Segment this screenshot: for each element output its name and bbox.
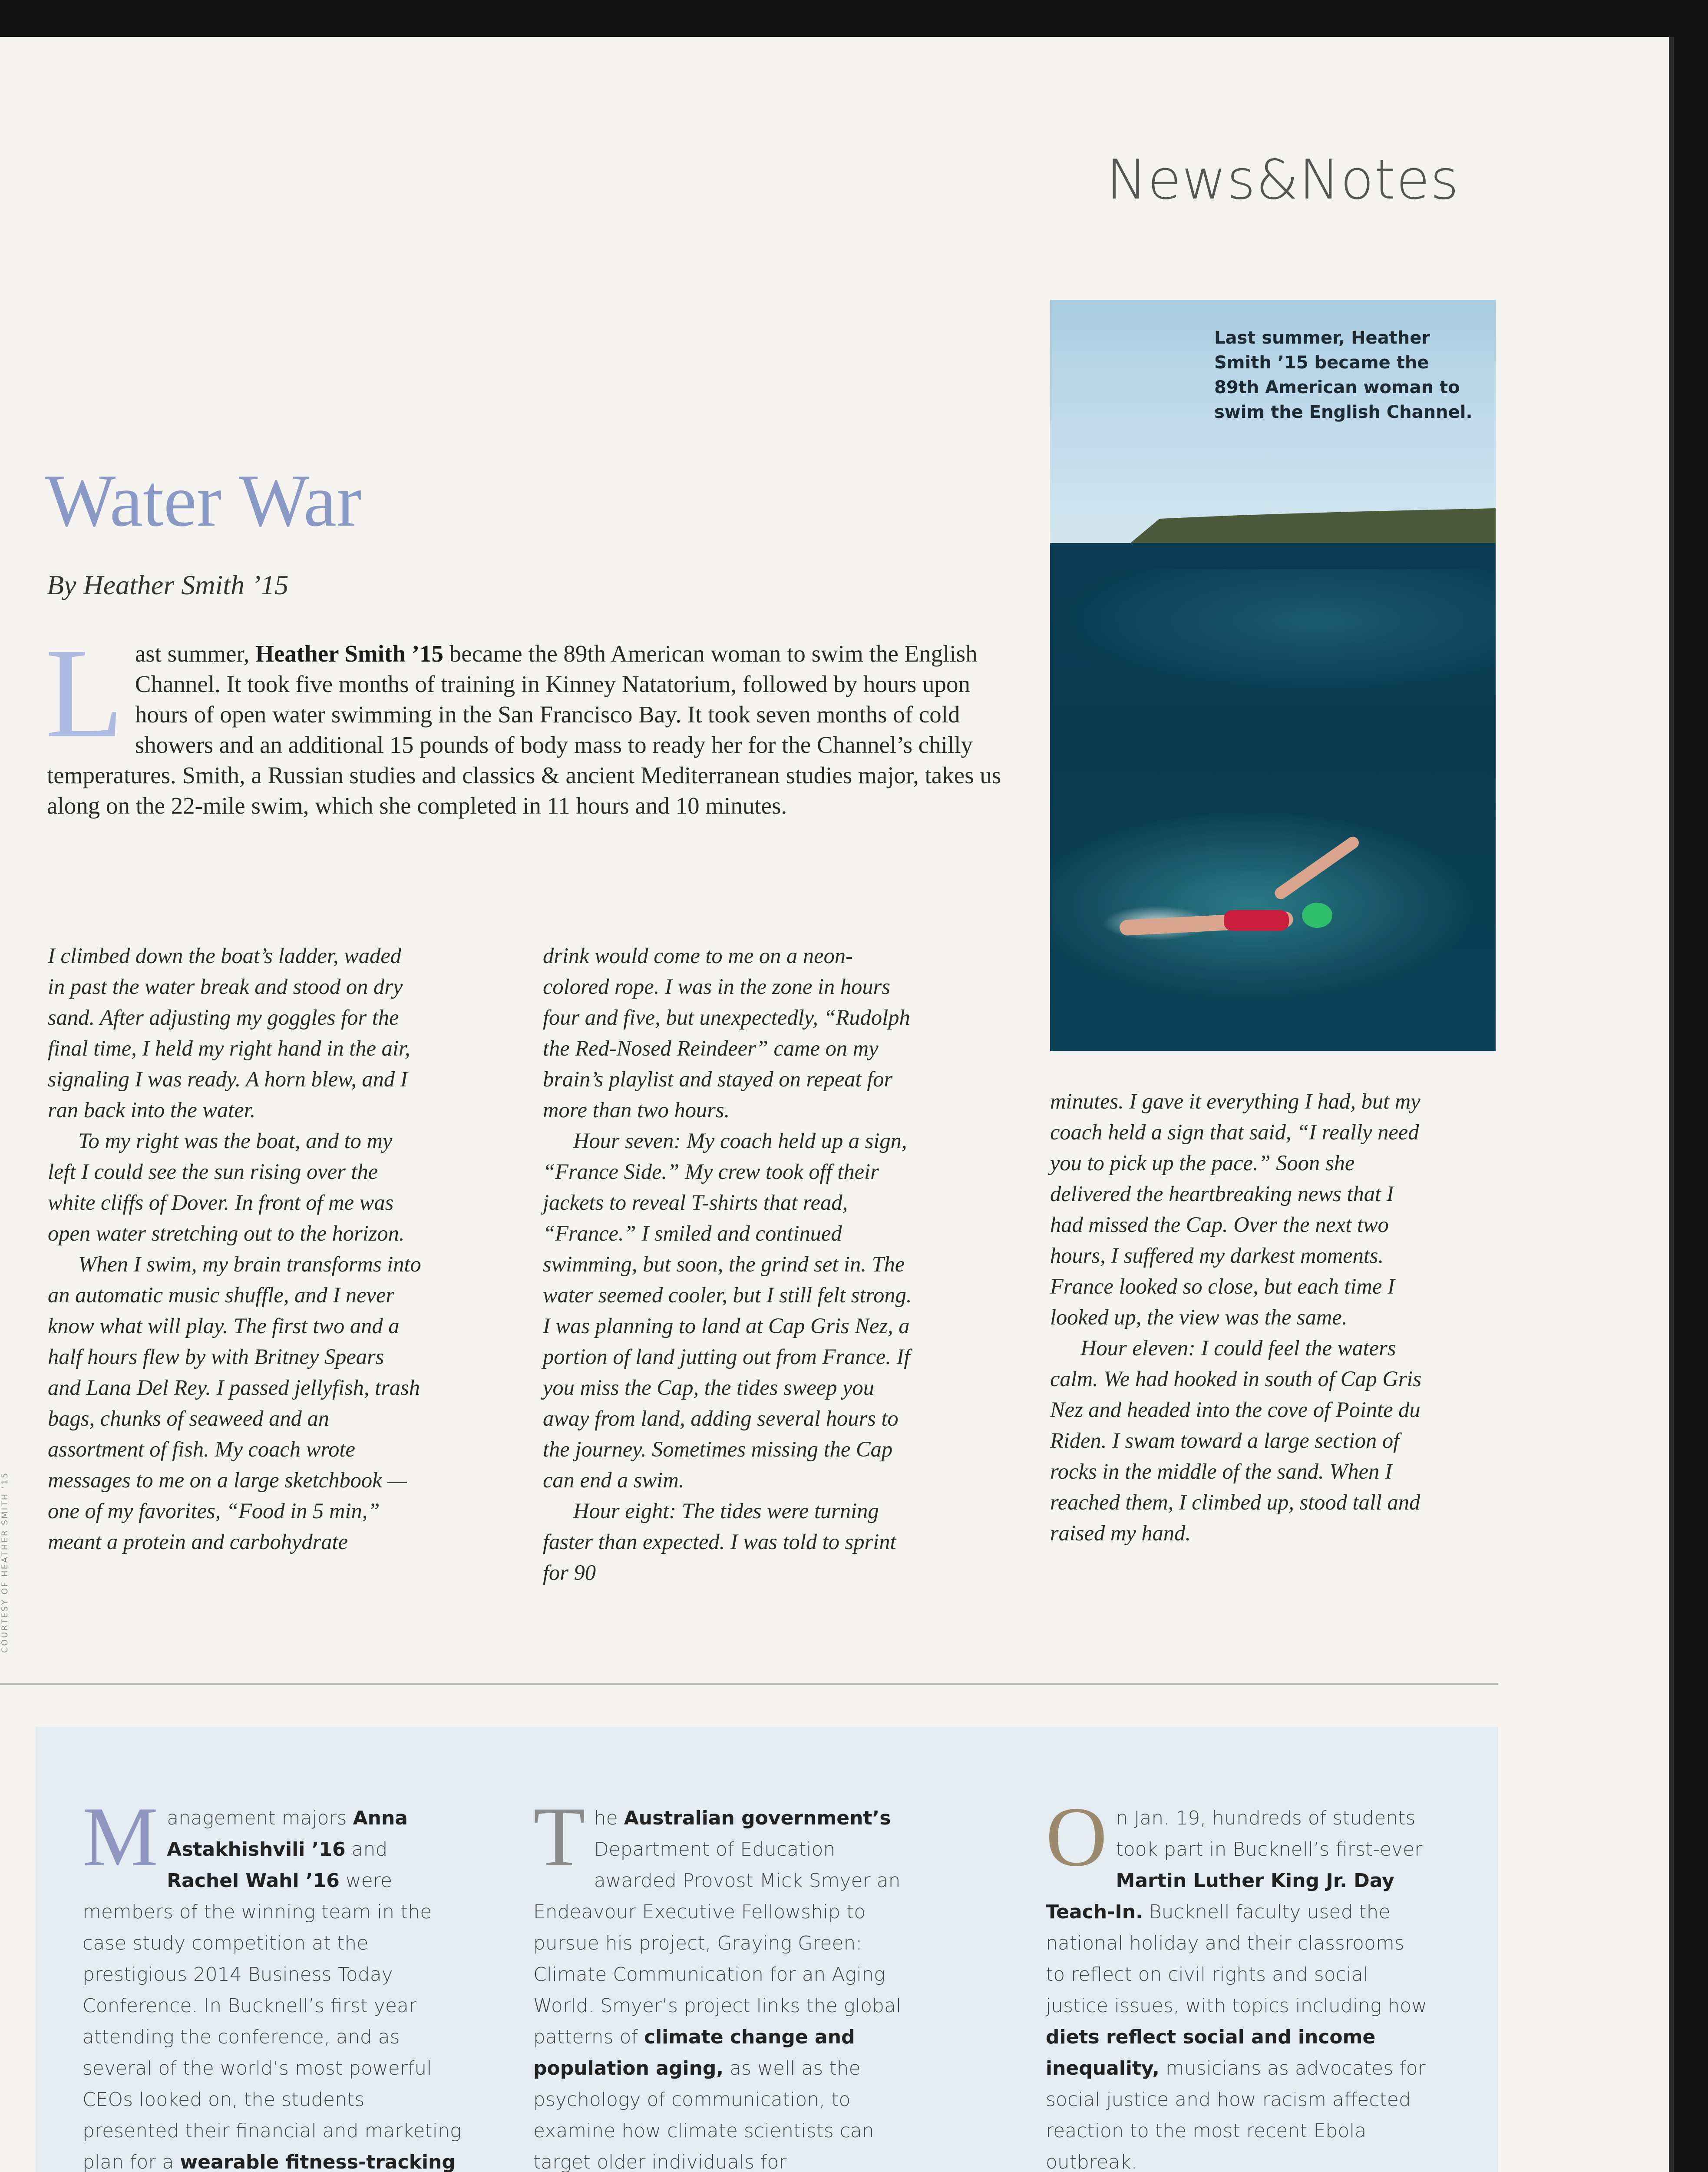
byline: By Heather Smith ’15 [47, 569, 289, 600]
swimmer-photo [1050, 300, 1496, 1051]
photo-credit: COURTESY OF HEATHER SMITH ’15 [0, 1471, 10, 1653]
paragraph: minutes. I gave it everything I had, but my coach held a sign that said, “I really need you to pick up the pace.” Soon she delivered the heartbreaking news that I had missed the Cap. Over the next two hours, I suffered my darkest moments. France looked so close, but each time I looked up, the view was the same. [1050, 1089, 1421, 1329]
intro-name: Heather Smith ’15 [255, 640, 443, 667]
paragraph: To my right was the boat, and to my left I could see the sun rising over the white cliffs of Dover. In front of me was open water stretching out to the horizon. [48, 1129, 405, 1245]
note-text: and [345, 1838, 388, 1861]
article-column-2 [543, 940, 916, 1588]
article-title: Water War [45, 460, 362, 542]
paragraph: When I swim, my brain transforms into an automatic music shuffle, and I never know what will play. The first two and a half hours flew by with Britney Spears and Lana Del Rey. I passed jellyfish, trash bags, chunks of seaweed and an assortment of fish. My coach wrote messages to me on a large sketchbook — one of my favorites, “Food in 5 min,” meant a protein and carbohydrate [48, 1252, 421, 1554]
intro-lead: ast summer, [135, 640, 256, 667]
section-divider [0, 1683, 1498, 1685]
article-column-3 [1050, 1086, 1424, 1549]
news-note-2 [533, 1790, 915, 2172]
note-text: n Jan. 19, hundreds of students took part in Bucknell’s first-ever [1116, 1807, 1423, 1861]
drop-cap: T [533, 1790, 585, 1884]
paragraph: I climbed down the boat’s ladder, waded in past the water break and stood on dry sand. After adjusting my goggles for the final time, I held my right hand in the air, signaling I was ready. A horn blew, and I ran back into the water. [48, 944, 410, 1122]
note-text: musicians as advocates for social justice and how racism affected reaction to the most recent Ebola outbreak. [1046, 2057, 1426, 2172]
note-highlight: Martin Luther King Jr. Day Teach-In. [1046, 1870, 1394, 1923]
article-column-1 [48, 940, 421, 1557]
news-note-1 [83, 1790, 465, 2172]
note-highlight: Anna Astakhishvili ’16 [167, 1807, 408, 1861]
photo-water-swell [1050, 799, 1496, 1008]
paragraph: Hour eleven: I could feel the waters calm. We had hooked in south of Cap Gris Nez and headed into the cove of Pointe du Riden. I swam toward a large section of rocks in the middle of the sand. When I reached them, I climbed up, stood tall and raised my hand. [1050, 1336, 1422, 1545]
drop-cap: M [83, 1790, 159, 1884]
note-highlight: Rachel Wahl ’16 [167, 1870, 340, 1892]
news-note-3 [1046, 1790, 1428, 2172]
drop-cap: O [1046, 1790, 1107, 1884]
paragraph: Hour seven: My coach held up a sign, “France Side.” My crew took off their jackets to reveal T-shirts that read, “France.” I smiled and continued swimming, but soon, the grind set in. The water seemed cooler, but I still felt strong. I was planning to land at Cap Gris Nez, a portion of land jutting out from France. If you miss the Cap, the tides sweep you away from land, adding several hours to the journey. Sometimes missing the Cap can end a swim. [543, 1129, 912, 1492]
note-text: Department of Education awarded Provost Mick Smyer an Endeavour Executive Fellowship to pursue his project, Graying Green: Climate Communication for an Aging World. Smyer’s project links the global patterns of [533, 1838, 902, 2048]
note-highlight: wearable fitness-tracking [180, 2151, 456, 2172]
note-highlight: climate change and population aging, [533, 2026, 855, 2079]
note-text: were members of the winning team in the case study competition at the prestigious 2014 Business Today Conference. In Bucknell’s first year attending the conference, and as several of the world’s most powerful CEOs looked on, the students presented their financial and marketing plan for a [83, 1870, 462, 2172]
paragraph: Hour eight: The tides were turning faster than expected. I was told to sprint for 90 [543, 1499, 896, 1585]
photo-swimsuit [1224, 910, 1289, 931]
photo-caption: Last summer, Heather Smith ’15 became the 89th American woman to swim the English Channel. [1214, 328, 1473, 422]
note-text: as well as the psychology of communication, to examine how climate scientists can target older individuals for [533, 2057, 874, 2172]
article-intro [45, 622, 1004, 821]
paragraph: drink would come to me on a neon-colored rope. I was in the zone in hours four and five, but unexpectedly, “Rudolph the Red-Nosed Reindeer” came on my brain’s playlist and stayed on repeat for more than two hours. [543, 944, 910, 1122]
section-label: News&Notes [1106, 148, 1459, 212]
note-highlight: Australian government’s [624, 1807, 891, 1829]
drop-cap: L [45, 622, 124, 765]
note-highlight: diets reflect social and income inequality, [1046, 2026, 1376, 2079]
photo-water-swell [1050, 569, 1496, 699]
note-text: he [594, 1807, 624, 1829]
photo-swim-cap [1302, 903, 1332, 928]
intro-body: became the 89th American woman to swim the English Channel. It took five months of training in Kinney Natatorium, followed by hours upon hours of open water swimming in the San Francisco Bay. It took seven months of cold showers and an additional 15 pounds of body mass to ready her for the Channel’s chilly temperatures. Smith, a Russian studies and classics & ancient Mediterranean studies major, takes us along on the 22-mile swim, which she completed in 11 hours and 10 minutes. [47, 640, 1001, 819]
note-text: Bucknell faculty used the national holiday and their classrooms to reflect on civil rights and social justice issues, with topics including how [1046, 1901, 1427, 2017]
note-text: anagement majors [167, 1807, 353, 1829]
page-edge [1669, 37, 1674, 2172]
magazine-page [0, 37, 1672, 2172]
